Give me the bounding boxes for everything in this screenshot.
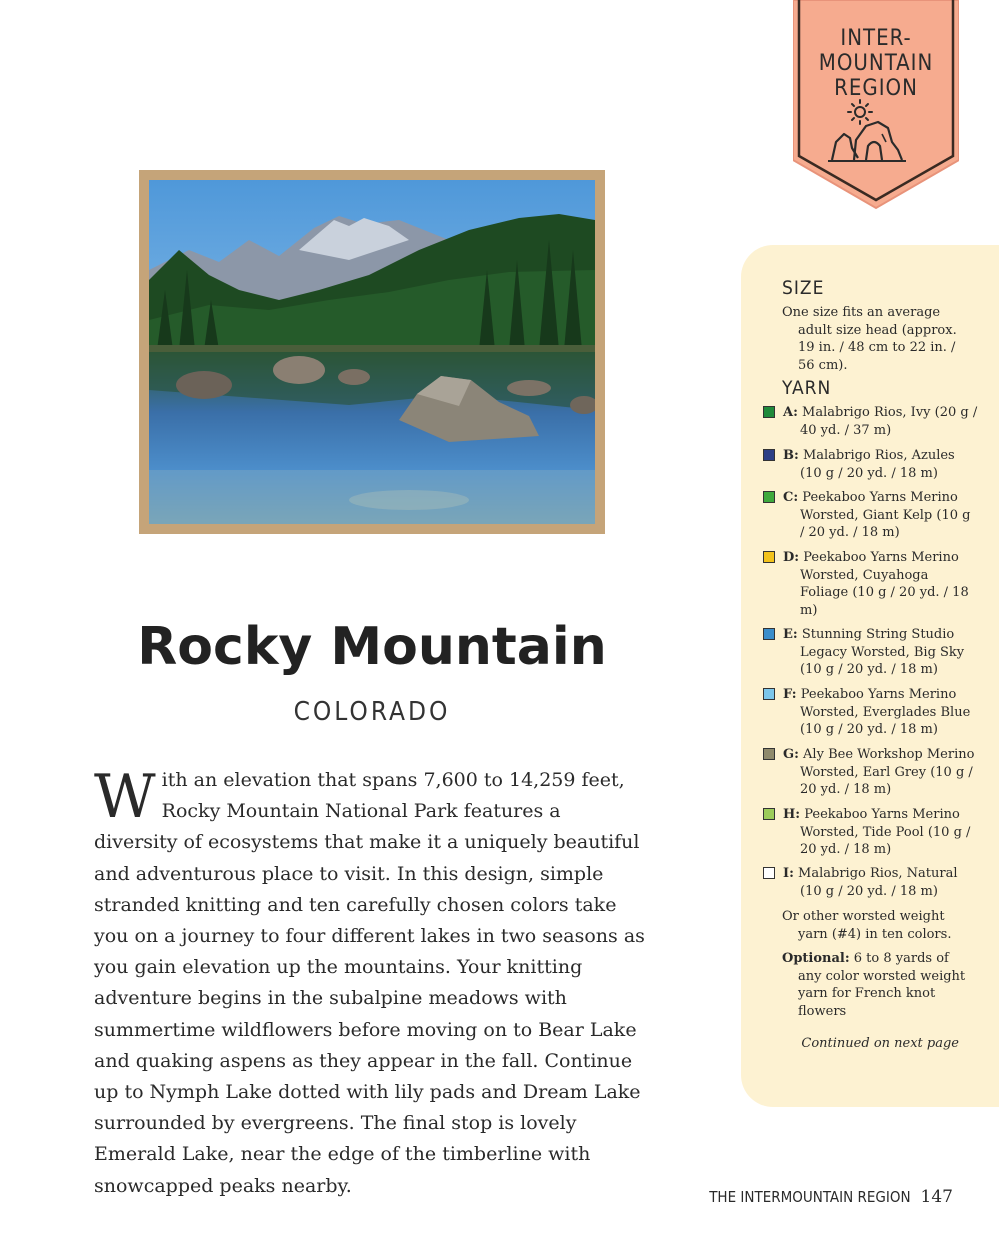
region-banner: [793, 0, 959, 210]
banner-line-2: MOUNTAIN: [818, 51, 934, 76]
size-text: [782, 304, 972, 374]
intro-paragraph: [94, 762, 650, 1202]
yarn-heading: YARN: [782, 377, 832, 399]
color-swatch-h: [763, 808, 775, 820]
color-swatch-f: [763, 688, 775, 700]
banner-line-1: INTER-: [840, 26, 912, 51]
drop-cap: W: [94, 762, 156, 832]
continued-note: Continued on next page: [801, 1036, 959, 1051]
page-title: Rocky Mountain: [137, 617, 607, 677]
optional-label: Optional:: [782, 951, 850, 966]
page-footer: [709, 1187, 953, 1207]
page-number: 147: [920, 1187, 953, 1207]
yarn-text-h: H: Peekaboo Yarns Merino Worsted, Tide Pool (10 g / 20 yd. / 18 m): [783, 807, 971, 857]
other-yarn-text: Or other worsted weight yarn (#4) in ten colors.: [782, 909, 952, 942]
banner-line-3: REGION: [834, 76, 918, 101]
yarn-text-c: C: Peekaboo Yarns Merino Worsted, Giant Kelp (10 g / 20 yd. / 18 m): [783, 490, 971, 540]
color-swatch-b: [763, 449, 775, 461]
yarn-text-f: F: Peekaboo Yarns Merino Worsted, Everglades Blue (10 g / 20 yd. / 18 m): [783, 687, 971, 737]
intro-text: ith an elevation that spans 7,600 to 14,259 feet, Rocky Mountain National Park features a diversity of ecosystems that make it a uniquely beautiful and adventurous place to visit. In this design, simple stranded knitting and ten carefully chosen colors take you on a journey to four different lakes in two seasons as you gain elevation up the mountains. Your knitting adventure begins in the subalpine meadows with summertime wildflowers before moving on to Bear Lake and quaking aspens as they appear in the fall. Continue up to Nymph Lake dotted with lily pads and Dream Lake surrounded by evergreens. The final stop is lovely Emerald Lake, near the edge of the timberline with snowcapped peaks nearby.: [94, 769, 645, 1197]
yarn-text-e: E: Stunning String Studio Legacy Worsted, Big Sky (10 g / 20 yd. / 18 m): [783, 627, 965, 677]
yarn-text-a: A: Malabrigo Rios, Ivy (20 g / 40 yd. / 37 m): [783, 405, 978, 438]
size-description: One size fits an average adult size head (approx. 19 in. / 48 cm to 22 in. / 56 cm).: [782, 305, 957, 373]
color-swatch-g: [763, 748, 775, 760]
color-swatch-e: [763, 628, 775, 640]
mountain-lake-photo: [149, 180, 595, 524]
yarn-text-d: D: Peekaboo Yarns Merino Worsted, Cuyahoga Foliage (10 g / 20 yd. / 18 m): [783, 550, 969, 618]
color-swatch-c: [763, 491, 775, 503]
color-swatch-d: [763, 551, 775, 563]
footer-section: THE INTERMOUNTAIN REGION: [709, 1188, 911, 1206]
color-swatch-a: [763, 406, 775, 418]
yarn-text-i: I: Malabrigo Rios, Natural (10 g / 20 yd. / 18 m): [783, 866, 958, 899]
photo-frame: [139, 170, 605, 534]
size-heading: SIZE: [782, 277, 825, 299]
color-swatch-i: [763, 867, 775, 879]
pattern-info-sidebar: [741, 245, 999, 1107]
yarn-text-g: G: Aly Bee Workshop Merino Worsted, Earl Grey (10 g / 20 yd. / 18 m): [783, 747, 975, 797]
banner-label: [793, 26, 959, 101]
yarn-text-b: B: Malabrigo Rios, Azules (10 g / 20 yd. / 18 m): [783, 448, 955, 481]
optional-text: Optional: 6 to 8 yards of any color worsted weight yarn for French knot flowers: [782, 951, 966, 1019]
page-subtitle: COLORADO: [293, 697, 451, 727]
